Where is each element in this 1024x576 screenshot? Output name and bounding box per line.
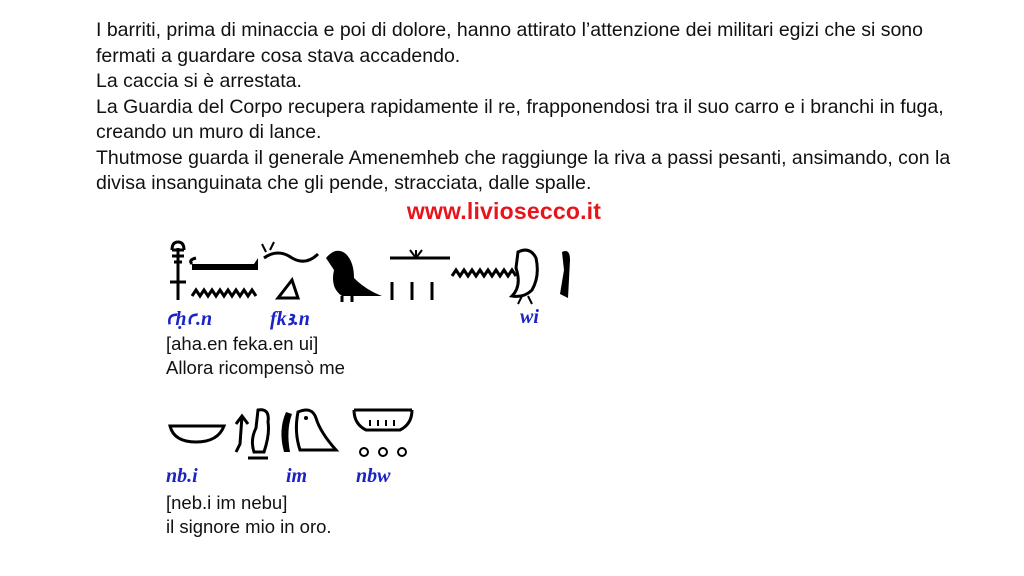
paragraph-line-2: La caccia si è arrestata. [96,70,302,92]
hieroglyph-row-1 [166,238,586,308]
reading-2: [neb.i im nebu] [166,492,288,513]
paragraph-line-3: La Guardia del Corpo recupera rapidamente il re, frapponendosi tra il suo carro e i branchi in fuga, creando un muro di lance. [96,95,944,143]
translit-im: im [286,465,308,487]
paragraph-line-4: Thutmose guarda il generale Amenemheb che raggiunge la riva a passi pesanti, ansimando, con la divisa insanguinata che gli pende, stracciata, dalle spalle. [96,146,951,194]
translit-wi: wi [520,306,539,328]
narrative-text [96,18,976,197]
translit-aha-en: ꜥḥꜥ.n [166,308,213,330]
translation-1: Allora ricompensò me [166,357,345,378]
translation-2: il signore mio in oro. [166,516,332,537]
website-link[interactable]: www.liviosecco.it [406,198,602,224]
translit-feka-en: fkꜣ.n [270,308,310,330]
hieroglyphs-neb-im-nebu [166,404,426,464]
reading-1: [aha.en feka.en ui] [166,333,319,354]
hieroglyphs-aha-feka-wi [166,238,586,308]
paragraph-line-1: I barriti, prima di minaccia e poi di dolore, hanno attirato l’attenzione dei militari egizi che si sono fermati a guardare cosa stava accadendo. [96,19,923,67]
translit-neb-i: nb.i [166,465,198,487]
translit-nbw: nbw [356,465,391,487]
hieroglyph-row-2 [166,404,426,464]
